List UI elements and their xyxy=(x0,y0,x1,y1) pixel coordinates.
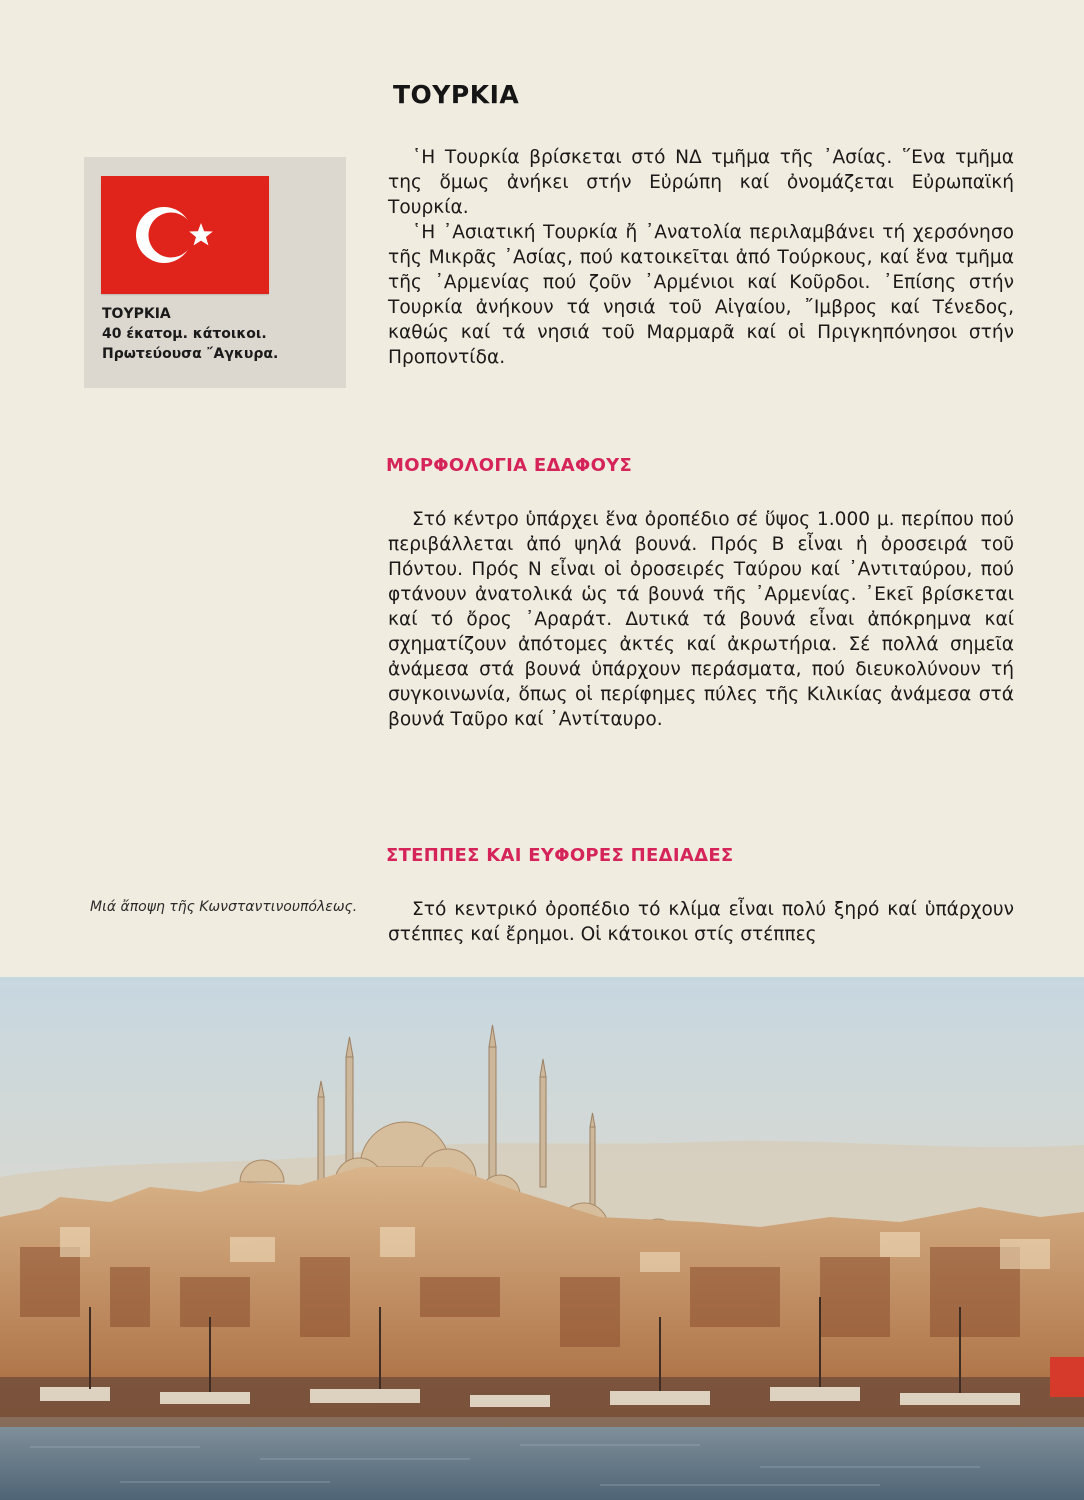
crescent-star-icon xyxy=(101,176,269,294)
turkey-flag xyxy=(101,176,269,294)
photo-caption: Μιά ἄποψη τῆς Κωνσταντινουπόλεως. xyxy=(90,899,358,915)
country-name: ΤΟΥΡΚΙΑ xyxy=(102,306,171,322)
country-info-box xyxy=(84,157,346,388)
city-skyline-illustration xyxy=(0,977,1084,1500)
morphology-paragraph: Στό κέντρο ὑπάρχει ἕνα ὀροπέδιο σέ ὕψος 1.000 μ. περίπου πού περιβάλλεται ἀπό ψηλά βουνά. Πρός Β εἶναι ἡ ὀροσειρά τοῦ Πόντου. Πρός Ν εἶναι οἱ ὀροσειρές Ταύρου καί ᾽Αντιταύρου, πού φτάνουν ἀνατολικά ὡς τά βουνά τῆς ᾽Αρμενίας. ᾽Εκεῖ βρίσκεται καί τό ὄρος ᾽Αραράτ. Δυτικά τά βουνά εἶναι ἀπόκρημνα καί σχηματίζουν ἀπότομες ἀκτές καί ἀκρωτήρια. Σέ πολλά σημεῖα ἀνάμεσα στά βουνά ὑπάρχουν περάσματα, πού διευκολύνουν τή συγκοινωνία, ὅπως οἱ περίφημες πύλες τῆς Κιλικίας ἀνάμεσα στά βουνά Ταῦρο καί ᾽Αντίταυρο. xyxy=(388,509,1014,730)
morphology-text xyxy=(388,507,1014,732)
page-title: ΤΟΥΡΚΙΑ xyxy=(393,80,520,109)
intro-text xyxy=(388,145,1014,370)
morphology-heading: ΜΟΡΦΟΛΟΓΙΑ ΕΔΑΦΟΥΣ xyxy=(386,455,633,476)
intro-paragraph-2: ῾Η ᾽Ασιατική Τουρκία ἤ ᾽Ανατολία περιλαμβάνει τή χερσόνησο τῆς Μικρᾶς ᾽Ασίας, πού κατοικεῖται ἀπό Τούρκους, καί ἕνα τμῆμα τῆς ᾽Αρμενίας πού ζοῦν ᾽Αρμένιοι καί Κοῦρδοι. ᾽Επίσης στήν Τουρκία ἀνήκουν τά νησιά τοῦ Αἰγαίου, ῎Ιμβρος καί Τένεδος, καθώς καί τά νησιά τοῦ Μαρμαρᾶ καί οἱ Πριγκηπόνησοι στήν Προποντίδα. xyxy=(388,222,1014,368)
steppes-text xyxy=(388,897,1014,947)
steppes-paragraph: Στό κεντρικό ὀροπέδιο τό κλίμα εἶναι πολύ ξηρό καί ὑπάρχουν στέππες καί ἔρημοι. Οἱ κάτοικοι στίς στέππες xyxy=(388,899,1014,945)
population: 40 έκατομ. κάτοικοι. xyxy=(102,326,267,342)
country-facts xyxy=(102,304,342,364)
constantinople-photo xyxy=(0,977,1084,1500)
steppes-heading: ΣΤΕΠΠΕΣ ΚΑΙ ΕΥΦΟΡΕΣ ΠΕΔΙΑΔΕΣ xyxy=(386,845,734,866)
intro-paragraph-1: ῾Η Τουρκία βρίσκεται στό ΝΔ τμῆμα τῆς ᾽Ασίας. ῞Ενα τμῆμα της ὅμως ἀνήκει στήν Εὐρώπη καί ὀνομάζεται Εὐρωπαϊκή Τουρκία. xyxy=(388,147,1014,218)
capital: Πρωτεύουσα ῎Αγκυρα. xyxy=(102,346,279,362)
